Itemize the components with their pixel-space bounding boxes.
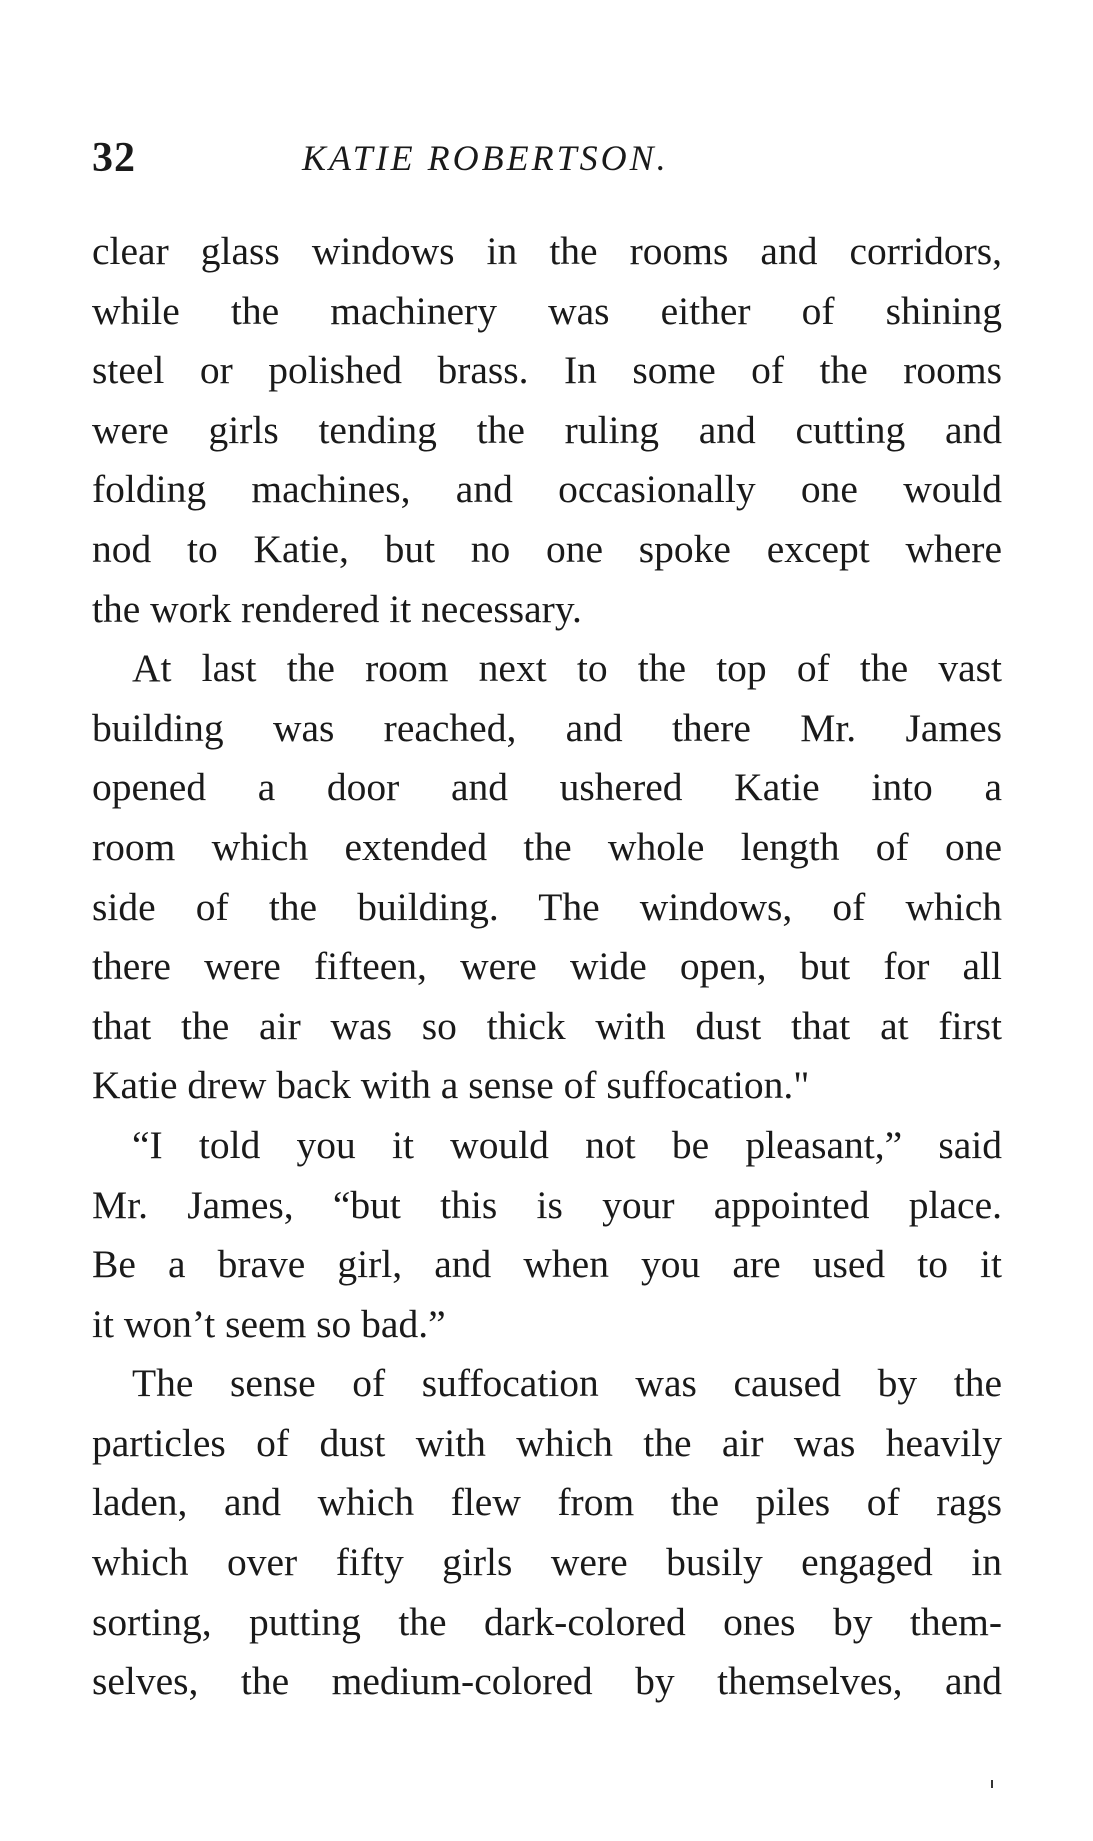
text-line: The sense of suffocation was caused by the	[132, 1361, 1002, 1406]
page-number: 32	[92, 135, 136, 181]
running-title: KATIE ROBERTSON.	[302, 138, 669, 178]
text-line: Be a brave girl, and when you are used to it	[92, 1242, 1002, 1287]
text-line: there were fifteen, were wide open, but for all	[92, 944, 1002, 989]
body-text	[92, 222, 1002, 1712]
text-line: it won’t seem so bad.”	[92, 1301, 446, 1346]
print-mark	[991, 1780, 993, 1788]
text-line: side of the building. The windows, of which	[92, 884, 1002, 929]
text-line: Mr. James, “but this is your appointed place.	[92, 1182, 1002, 1227]
text-line: which over fifty girls were busily engaged in	[92, 1540, 1002, 1585]
text-line: that the air was so thick with dust that at first	[92, 1003, 1002, 1048]
paragraph	[92, 222, 1002, 639]
text-line: were girls tending the ruling and cutting and	[92, 407, 1002, 452]
text-line: nod to Katie, but no one spoke except where	[92, 526, 1002, 571]
text-line: sorting, putting the dark-colored ones by them-	[92, 1599, 1002, 1644]
text-line: clear glass windows in the rooms and corridors,	[92, 229, 1002, 273]
text-line: Katie drew back with a sense of suffocation."	[92, 1063, 810, 1108]
paragraph	[92, 1354, 1002, 1712]
text-line: selves, the medium-colored by themselves, and	[92, 1659, 1002, 1704]
paragraph	[92, 1116, 1002, 1354]
text-line: particles of dust with which the air was heavily	[92, 1420, 1002, 1465]
text-line: the work rendered it necessary.	[92, 586, 582, 631]
text-line: opened a door and ushered Katie into a	[92, 765, 1002, 810]
text-line: while the machinery was either of shining	[92, 288, 1002, 333]
text-line: laden, and which flew from the piles of rags	[92, 1480, 1002, 1525]
text-line: folding machines, and occasionally one would	[92, 467, 1002, 512]
text-line: room which extended the whole length of one	[92, 824, 1002, 869]
text-line: “I told you it would not be pleasant,” said	[132, 1122, 1002, 1167]
text-line: At last the room next to the top of the vast	[132, 646, 1002, 691]
text-line: steel or polished brass. In some of the rooms	[92, 348, 1002, 393]
text-line: building was reached, and there Mr. James	[92, 705, 1002, 750]
page-header	[92, 128, 1000, 188]
paragraph	[92, 639, 1002, 1116]
